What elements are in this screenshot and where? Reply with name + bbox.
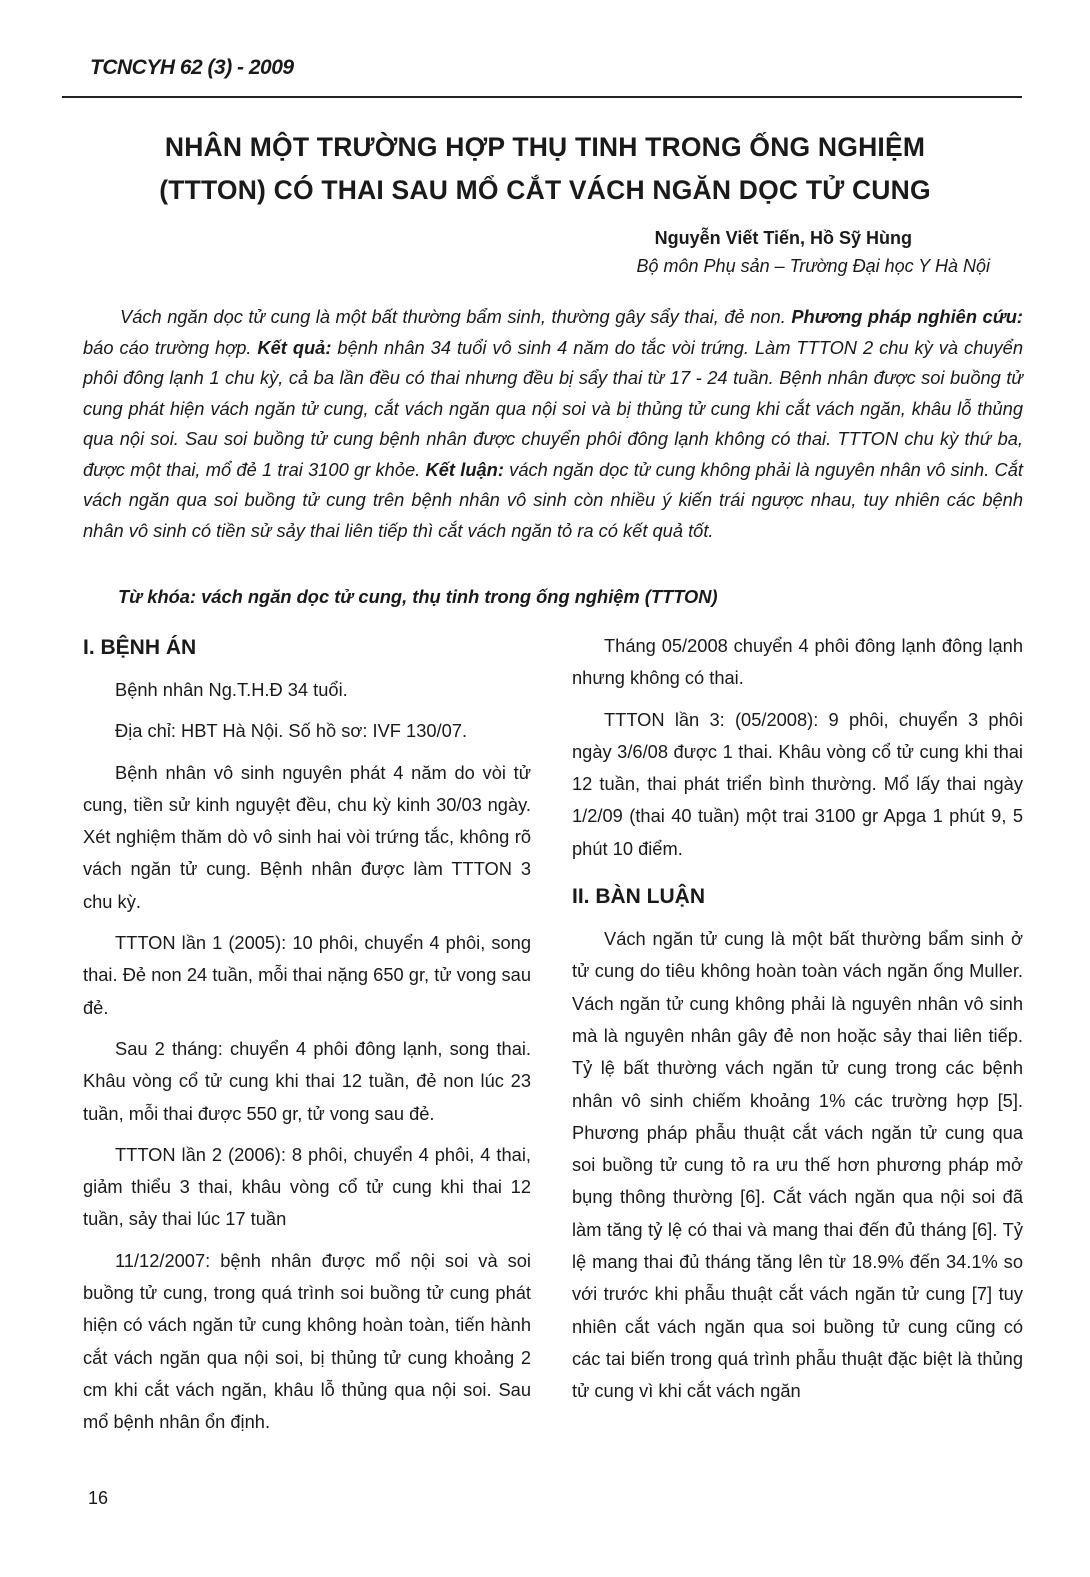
affiliation: Bộ môn Phụ sản – Trường Đại học Y Hà Nội xyxy=(636,256,990,276)
left-column xyxy=(83,630,531,1448)
abstract xyxy=(83,302,1023,546)
authors: Nguyễn Viết Tiến, Hồ Sỹ Hùng xyxy=(654,228,912,248)
paragraph: Bệnh nhân Ng.T.H.Đ 34 tuổi. xyxy=(115,679,348,700)
paragraph: Địa chỉ: HBT Hà Nội. Số hồ sơ: IVF 130/07. xyxy=(115,720,468,742)
paragraph: Bệnh nhân vô sinh nguyên phát 4 năm do vòi tử cung, tiền sử kinh nguyệt đều, chu kỳ kinh 30/03 ngày. Xét nghiệm thăm dò vô sinh hai vòi trứng tắc, không rõ vách ngăn tử cung. Bệnh nhân được làm TTTON 3 chu kỳ. xyxy=(83,761,531,912)
header-rule xyxy=(62,96,1022,98)
paragraph: TTTON lần 3: (05/2008): 9 phôi, chuyển 3 phôi ngày 3/6/08 được 1 thai. Khâu vòng cổ tử cung khi thai 12 tuần, thai phát triển bình thường. Mổ lấy thai ngày 1/2/09 (thai 40 tuần) một trai 3100 gr Apga 1 phút 9, 5 phút 10 điểm. xyxy=(572,708,1023,859)
page-number: 16 xyxy=(88,1488,109,1508)
right-column xyxy=(572,630,1023,1417)
journal-header: TCNCYH 62 (3) - 2009 xyxy=(90,56,294,79)
paragraph: Tháng 05/2008 chuyển 4 phôi đông lạnh đông lạnh nhưng không có thai. xyxy=(572,635,1023,689)
abstract-text: báo cáo trường hợp. xyxy=(83,336,258,358)
paragraph: TTTON lần 2 (2006): 8 phôi, chuyển 4 phôi, 4 thai, giảm thiểu 3 thai, khâu vòng cổ tử cung khi thai 12 tuần, sảy thai lúc 17 tuần xyxy=(83,1143,531,1230)
abstract-conclusion-label: Kết luận: xyxy=(425,458,504,480)
paragraph: TTTON lần 1 (2005): 10 phôi, chuyển 4 phôi, song thai. Đẻ non 24 tuần, mỗi thai nặng 650 gr, tử vong sau đẻ. xyxy=(83,932,531,1018)
abstract-results-label: Kết quả: xyxy=(257,336,332,358)
abstract-text: Vách ngăn dọc tử cung là một bất thường bẩm sinh, thường gây sẩy thai, đẻ non. xyxy=(120,306,792,327)
title-line-2: (TTTON) CÓ THAI SAU MỔ CẮT VÁCH NGĂN DỌC TỬ CUNG xyxy=(159,175,931,205)
keywords: Từ khóa: vách ngăn dọc tử cung, thụ tinh trong ống nghiệm (TTTON) xyxy=(118,586,718,607)
paragraph: 11/12/2007: bệnh nhân được mổ nội soi và soi buồng tử cung, trong quá trình soi buồng tử cung phát hiện có vách ngăn tử cung không hoàn toàn, tiến hành cắt vách ngăn qua nội soi, bị thủng tử cung khoảng 2 cm khi cắt vách ngăn, khâu lỗ thủng qua nội soi. Sau mổ bệnh nhân ổn định. xyxy=(83,1249,531,1433)
paragraph: Vách ngăn tử cung là một bất thường bẩm sinh ở tử cung do tiêu không hoàn toàn vách ngăn ống Muller. Vách ngăn tử cung không phải là nguyên nhân vô sinh mà là nguyên nhân gây đẻ non hoặc sảy thai liên tiếp. Tỷ lệ bất thường vách ngăn tử cung trong các bệnh nhân vô sinh chiếm khoảng 1% các trường hợp [5]. Phương pháp phẫu thuật cắt vách ngăn tử cung qua soi buồng tử cung tỏ ra ưu thế hơn phương pháp mở bụng thông thường [6]. Cắt vách ngăn qua nội soi đã làm tăng tỷ lệ có thai và mang thai đến đủ tháng [6]. Tỷ lệ mang thai đủ tháng tăng lên từ 18.9% đến 34.1% so với trước khi phẫu thuật cắt vách ngăn tử cung [7] tuy nhiên cắt vách ngăn qua soi buồng tử cung cũng có các tai biến trong quá trình phẫu thuật đặc biệt là thủng tử cung vì khi cắt vách ngăn xyxy=(572,928,1023,1402)
section-heading-discussion: II. BÀN LUẬN xyxy=(572,885,705,909)
abstract-text: vách ngăn dọc tử cung không phải là nguyên nhân vô sinh. Cắt vách ngăn qua soi buồng tử cung trên bệnh nhân vô sinh còn nhiều ý kiến trái ngược nhau, tuy nhiên các bệnh nhân vô sinh có tiền sử sảy thai liên tiếp thì cắt vách ngăn tỏ ra có kết quả tốt. xyxy=(83,458,1023,541)
title-line-1: NHÂN MỘT TRƯỜNG HỢP THỤ TINH TRONG ỐNG NGHIỆM xyxy=(164,132,926,162)
section-heading-case: I. BỆNH ÁN xyxy=(83,636,197,659)
article-title xyxy=(60,126,1030,212)
abstract-text: bệnh nhân 34 tuổi vô sinh 4 năm do tắc vòi trứng. Làm TTTON 2 chu kỳ và chuyển phôi đông lạnh 1 chu kỳ, cả ba lần đều có thai nhưng đều bị sẩy thai từ 17 - 24 tuần. Bệnh nhân được soi buồng tử cung phát hiện vách ngăn tử cung, cắt vách ngăn qua nội soi và bị thủng tử cung khi cắt vách ngăn, khâu lỗ thủng qua nội soi. Sau soi buồng tử cung bệnh nhân được chuyển phôi đông lạnh không có thai. TTTON chu kỳ thứ ba, được một thai, mổ đẻ 1 trai 3100 gr khỏe. xyxy=(83,336,1023,480)
abstract-methods-label: Phương pháp nghiên cứu: xyxy=(791,306,1024,327)
paragraph: Sau 2 tháng: chuyển 4 phôi đông lạnh, song thai. Khâu vòng cổ tử cung khi thai 12 tuần, đẻ non lúc 23 tuần, mỗi thai được 550 gr, tử vong sau đẻ. xyxy=(83,1037,531,1124)
